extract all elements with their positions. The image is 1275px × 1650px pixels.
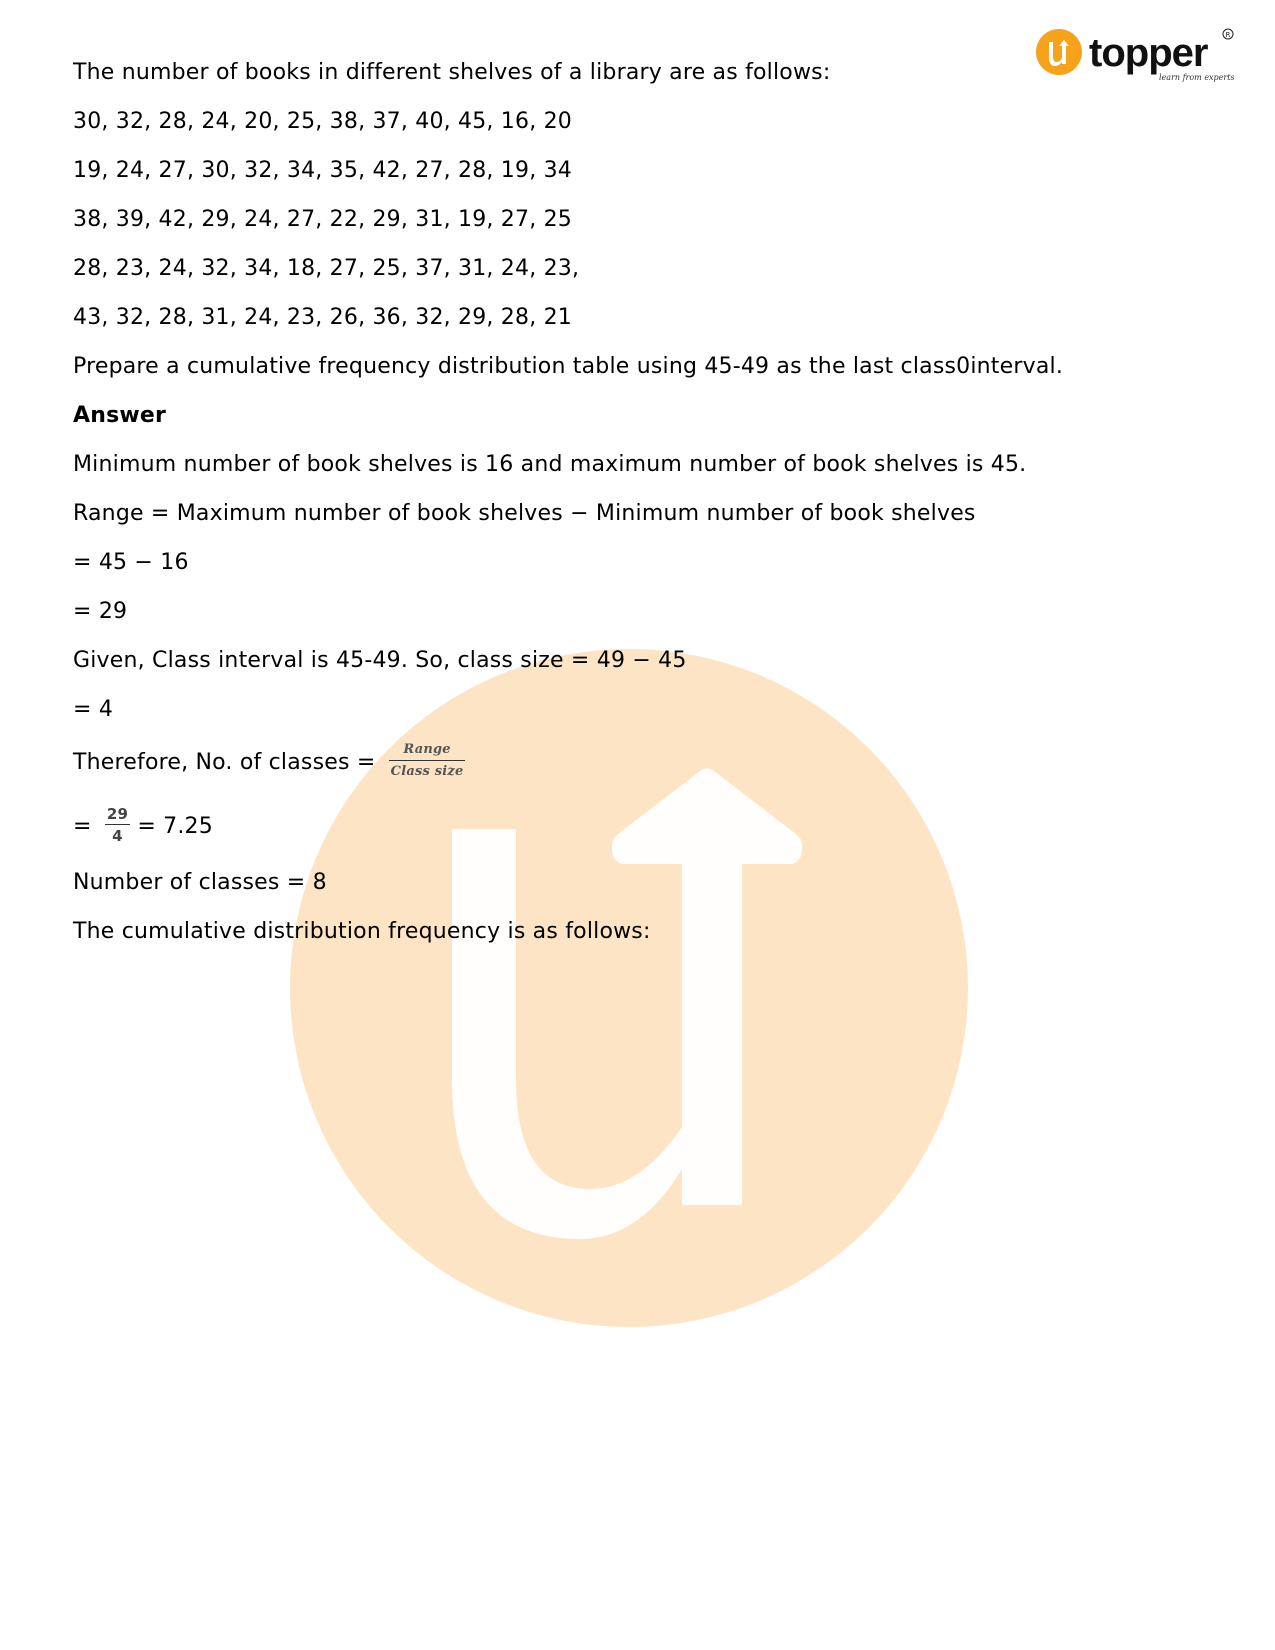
question-task: Prepare a cumulative frequency distribution table using 45-49 as the last class0interval. (73, 354, 1064, 379)
data-row: 19, 24, 27, 30, 32, 34, 35, 42, 27, 28, 19, 34 (73, 158, 572, 183)
classes-calculation (73, 805, 213, 846)
question-intro: The number of books in different shelves of a library are as follows: (73, 60, 831, 85)
data-row: 28, 23, 24, 32, 34, 18, 27, 25, 37, 31, 24, 23, (73, 256, 580, 281)
fraction-numerator: Range (389, 742, 466, 761)
class-size-value: = 4 (73, 697, 114, 722)
num-classes-result: Number of classes = 8 (73, 870, 327, 895)
data-row: 38, 39, 42, 29, 24, 27, 22, 29, 31, 19, 27, 25 (73, 207, 572, 232)
equals-sign: = (73, 814, 92, 839)
answer-min-max: Minimum number of book shelves is 16 and maximum number of book shelves is 45. (73, 452, 1027, 477)
num-classes-label: Therefore, No. of classes = (73, 750, 376, 775)
data-row: 30, 32, 28, 24, 20, 25, 38, 37, 40, 45, 16, 20 (73, 109, 572, 134)
range-step-2: = 29 (73, 599, 128, 624)
answer-heading: Answer (73, 403, 167, 428)
range-over-class-size-fraction (389, 742, 466, 780)
topper-logo (1035, 26, 1235, 92)
range-step-1: = 45 − 16 (73, 550, 189, 575)
closing-statement: The cumulative distribution frequency is as follows: (73, 919, 651, 944)
range-definition: Range = Maximum number of book shelves − Minimum number of book shelves (73, 501, 976, 526)
svg-text:R: R (1225, 31, 1231, 39)
fraction-denominator: 4 (112, 827, 123, 845)
calculation-result: = 7.25 (137, 814, 213, 839)
num-classes-formula (73, 744, 465, 782)
svg-text:topper: topper (1089, 31, 1208, 75)
fraction-numerator: 29 (106, 805, 129, 823)
class-size-definition: Given, Class interval is 45-49. So, class size = 49 − 45 (73, 648, 687, 673)
fraction-denominator: Class size (390, 764, 464, 779)
svg-text:learn from experts: learn from experts (1159, 73, 1235, 82)
twenty-nine-over-four-fraction (105, 806, 130, 844)
data-row: 43, 32, 28, 31, 24, 23, 26, 36, 32, 29, 28, 21 (73, 305, 572, 330)
